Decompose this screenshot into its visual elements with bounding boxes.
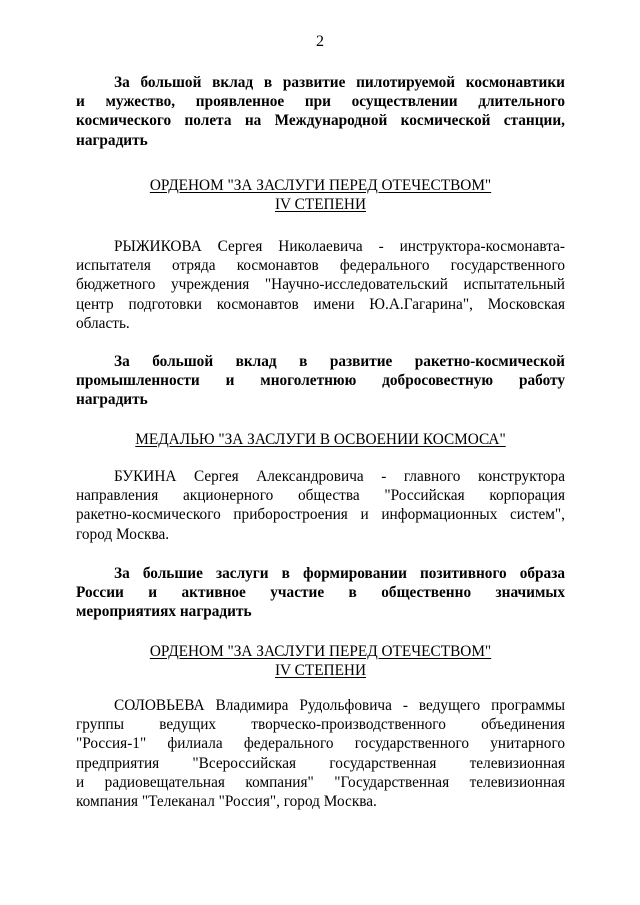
reason-line: и мужество, проявленное при осуществлении длительного	[76, 93, 565, 111]
recipient-3	[76, 696, 565, 811]
award-reason-2	[76, 352, 565, 410]
recipient-line: испытателя отряда космонавтов федерального государственного	[76, 257, 565, 275]
award-reason-1	[76, 73, 565, 150]
recipient-line: группы ведущих творческо-производственного объединения	[76, 716, 565, 734]
award-line: ОРДЕНОМ "ЗА ЗАСЛУГИ ПЕРЕД ОТЕЧЕСТВОМ"	[149, 177, 492, 194]
award-line: ОРДЕНОМ "ЗА ЗАСЛУГИ ПЕРЕД ОТЕЧЕСТВОМ"	[149, 643, 492, 660]
reason-line: За большой вклад в развитие пилотируемой космонавтики	[114, 74, 565, 91]
reason-line: промышленности и многолетнюю добросовестную работу	[76, 372, 565, 390]
recipient-line: СОЛОВЬЕВА Владимира Рудольфовича - ведущего программы	[114, 697, 565, 714]
recipient-line: и радиовещательная компания" "Государственная телевизионная	[76, 773, 565, 791]
award-reason-3	[76, 564, 565, 622]
recipient-line: компания "Телеканал "Россия", город Москва.	[76, 793, 377, 811]
page-number: 2	[316, 33, 324, 50]
reason-line: мероприятиях наградить	[76, 603, 252, 621]
reason-line: России и активное участие в общественно значимых	[76, 584, 565, 602]
recipient-line: предприятия "Всероссийская государственная телевизионная	[76, 754, 565, 772]
award-title-1	[76, 176, 565, 214]
recipient-line: область.	[76, 314, 130, 332]
reason-line: За большой вклад в развитие ракетно-космической	[114, 353, 565, 370]
recipient-line: город Москва.	[76, 525, 170, 543]
recipient-line: РЫЖИКОВА Сергея Николаевича - инструктора-космонавта-	[114, 238, 565, 255]
recipient-line: БУКИНА Сергея Александровича - главного конструктора	[114, 468, 565, 485]
award-line: МЕДАЛЬЮ "ЗА ЗАСЛУГИ В ОСВОЕНИИ КОСМОСА"	[135, 431, 506, 448]
recipient-line: бюджетного учреждения "Научно-исследовательский испытательный	[76, 276, 565, 294]
recipient-1	[76, 237, 565, 333]
award-line: IV СТЕПЕНИ	[274, 662, 367, 680]
reason-line: За большие заслуги в формировании позитивного образа	[114, 565, 565, 582]
award-title-3	[76, 642, 565, 680]
reason-line: наградить	[76, 131, 148, 149]
recipient-line: "Россия-1" филиала федерального государственного унитарного	[76, 735, 565, 753]
recipient-line: центр подготовки космонавтов имени Ю.А.Гагарина", Московская	[76, 295, 565, 313]
reason-line: космического полета на Международной космической станции,	[76, 112, 565, 130]
recipient-line: ракетно-космического приборостроения и информационных систем",	[76, 506, 565, 524]
award-line: IV СТЕПЕНИ	[274, 196, 367, 214]
recipient-2	[76, 467, 565, 544]
recipient-line: направления акционерного общества "Российская корпорация	[76, 487, 565, 505]
award-title-2	[76, 430, 565, 449]
reason-line: наградить	[76, 391, 148, 409]
